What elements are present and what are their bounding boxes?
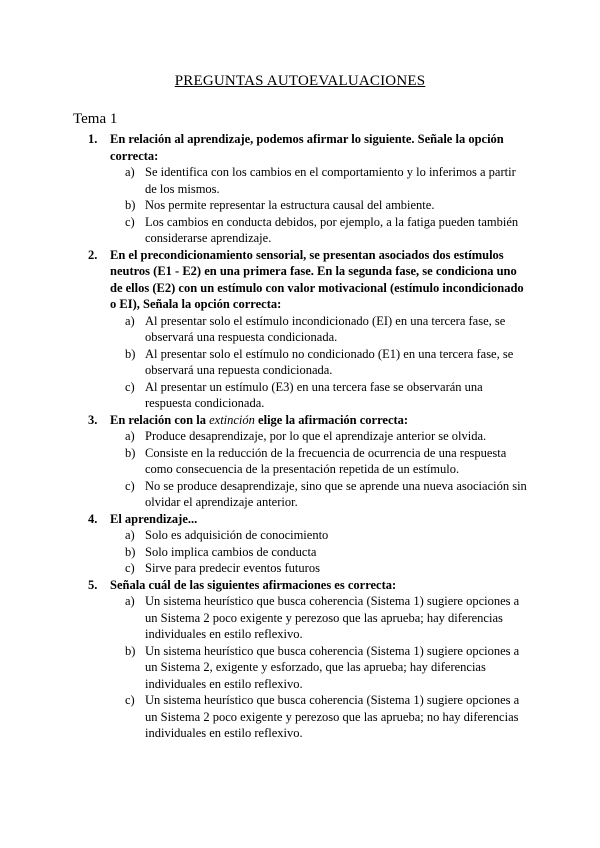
option-list <box>123 593 528 742</box>
option-letter: c) <box>125 214 135 229</box>
question-text-before: En relación con la <box>110 412 210 427</box>
option-text: Nos permite representar la estructura causal del ambiente. <box>145 198 435 212</box>
option-item <box>123 313 528 346</box>
option-text: Sirve para predecir eventos futuros <box>145 561 320 575</box>
option-text: Se identifica con los cambios en el comportamiento y lo inferimos a partir de los mismos. <box>145 165 516 196</box>
option-text: Un sistema heurístico que busca coherencia (Sistema 1) sugiere opciones a un Sistema 2, exigente y esforzado, que las aprueba; hay diferencias individuales en estilo reflexivo. <box>145 643 520 691</box>
question-number: 4. <box>88 511 98 526</box>
option-letter: b) <box>125 346 136 361</box>
option-item <box>123 428 528 445</box>
option-text: Consiste en la reducción de la frecuencia de ocurrencia de una respuesta como consecuencia de la presentación repetida de un estímulo. <box>145 445 507 476</box>
option-item <box>123 593 528 643</box>
option-text: Solo es adquisición de conocimiento <box>145 528 329 542</box>
question-number: 3. <box>88 412 98 427</box>
option-item <box>123 445 528 478</box>
option-item <box>123 643 528 693</box>
option-item <box>123 346 528 379</box>
option-text: Al presentar solo el estímulo no condicionado (E1) en una tercera fase, se observará una repuesta condicionada. <box>145 346 514 377</box>
question-text: En relación al aprendizaje, podemos afirmar lo siguiente. Señale la opción correcta: <box>110 132 504 163</box>
question-5 <box>88 577 528 742</box>
section-heading: Tema 1 <box>73 111 118 127</box>
option-item <box>123 544 528 561</box>
option-list <box>123 428 528 511</box>
option-letter: c) <box>125 693 135 707</box>
option-letter: b) <box>125 643 136 658</box>
question-1 <box>88 131 528 247</box>
option-list <box>123 527 528 577</box>
question-text-after: elige la afirmación correcta: <box>254 412 409 427</box>
option-text: Un sistema heurístico que busca coherencia (Sistema 1) sugiere opciones a un Sistema 2 poco exigente y perezoso que las aprueba; no hay diferencias individuales en estilo reflexivo. <box>145 693 520 740</box>
option-item <box>123 214 528 247</box>
option-text: Un sistema heurístico que busca coherencia (Sistema 1) sugiere opciones a un Sistema 2 poco exigente y perezoso que las aprueba; hay diferencias individuales en estilo reflexivo. <box>145 594 520 641</box>
option-item <box>123 692 528 742</box>
option-item <box>123 197 528 214</box>
option-item <box>123 527 528 544</box>
question-text: Señala cuál de las siguientes afirmaciones es correcta: <box>110 577 397 592</box>
page-title: PREGUNTAS AUTOEVALUACIONES <box>174 73 426 89</box>
option-letter: a) <box>125 528 135 542</box>
option-text: Al presentar solo el estímulo incondicionado (EI) en una tercera fase, se observará una respuesta condicionada. <box>145 313 506 344</box>
option-text: Los cambios en conducta debidos, por ejemplo, a la fatiga pueden también considerarse aprendizaje. <box>145 214 519 245</box>
question-text <box>110 412 528 429</box>
question-text: En el precondicionamiento sensorial, se presentan asociados dos estímulos neutros (E1 - E2) en una primera fase. En la segunda fase, se condiciona uno de ellos (E2) con un estímulo con valor motivacional (estímulo incondicionado o EI), Señala la opción correcta: <box>110 247 524 311</box>
option-item <box>123 560 528 577</box>
question-number: 2. <box>88 247 98 262</box>
option-letter: b) <box>125 445 136 460</box>
option-letter: b) <box>125 544 136 559</box>
option-text: Solo implica cambios de conducta <box>145 544 317 559</box>
option-text: Produce desaprendizaje, por lo que el aprendizaje anterior se olvida. <box>145 429 487 443</box>
option-list <box>123 313 528 412</box>
option-letter: a) <box>125 313 135 328</box>
option-letter: a) <box>125 594 135 608</box>
option-item <box>123 478 528 511</box>
question-4 <box>88 511 528 577</box>
option-letter: a) <box>125 429 135 443</box>
option-list <box>123 164 528 247</box>
question-number: 5. <box>88 577 98 592</box>
question-list <box>88 131 528 742</box>
option-letter: c) <box>125 379 135 394</box>
question-2 <box>88 247 528 412</box>
question-number: 1. <box>88 132 98 146</box>
question-text-italic: extinción <box>209 412 255 427</box>
option-letter: a) <box>125 165 135 179</box>
option-item <box>123 164 528 197</box>
option-text: Al presentar un estímulo (E3) en una tercera fase se observarán una respuesta condicionada. <box>145 379 483 410</box>
question-text: El aprendizaje... <box>110 511 198 526</box>
question-3 <box>88 412 528 511</box>
option-letter: c) <box>125 561 135 575</box>
option-letter: b) <box>125 198 136 212</box>
option-letter: c) <box>125 478 135 493</box>
option-item <box>123 379 528 412</box>
option-text: No se produce desaprendizaje, sino que se aprende una nueva asociación sin olvidar el aprendizaje anterior. <box>145 478 527 509</box>
